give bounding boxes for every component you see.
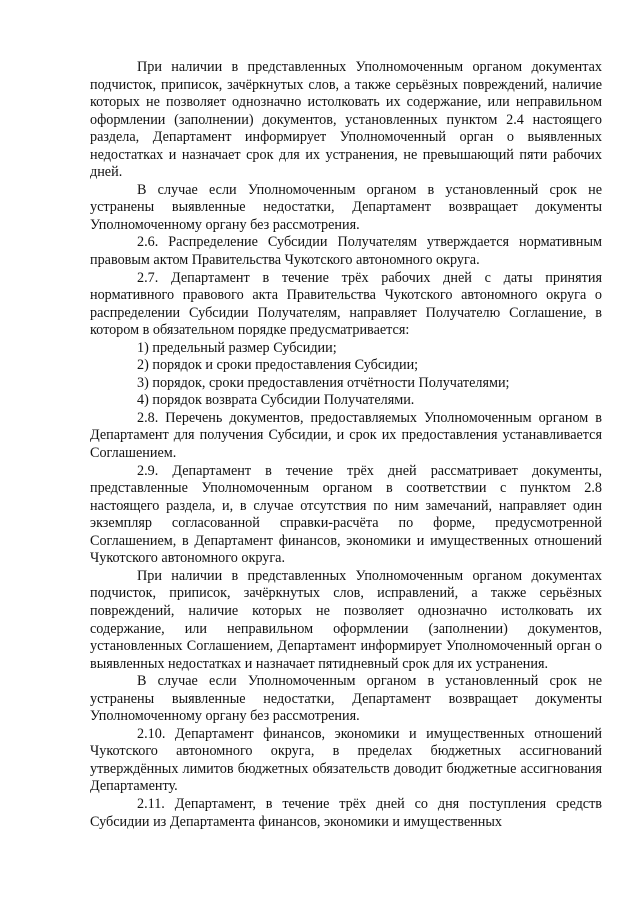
paragraph-return-documents-2: В случае если Уполномоченным органом в установленный срок не устранены выявленные недостатки, Департамент возвращает документы Уполномоченному органу без рассмотрения. <box>90 673 602 725</box>
list-item-4: 4) порядок возврата Субсидии Получателями. <box>137 392 415 409</box>
list-item-1: 1) предельный размер Субсидии; <box>137 339 337 356</box>
paragraph-deficiencies-notice-2: При наличии в представленных Уполномоченным органом документах подчисток, приписок, зачёркнутых слов, исправлений, а также серьёзных повреждений, наличие которых не позволяет однозначно истолковать их содержание, или неправильном оформлении (заполнении) документов, установленных Соглашением, Департамент информирует Уполномоченный орган о выявленных недостатках и назначает пятидневный срок для их устранения. <box>90 567 602 672</box>
paragraph-return-documents: В случае если Уполномоченным органом в установленный срок не устранены выявленные недостатки, Департамент возвращает документы Уполномоченному органу без рассмотрения. <box>90 181 602 233</box>
paragraph-2-10: 2.10. Департамент финансов, экономики и имущественных отношений Чукотского автономного округа, в пределах бюджетных ассигнований утверждённых лимитов бюджетных обязательств доводит бюджетные ассигнования Департаменту. <box>90 725 602 795</box>
paragraph-2-9: 2.9. Департамент в течение трёх дней рассматривает документы, представленные Уполномоченным органом в соответствии с пунктом 2.8 настоящего раздела, и, в случае отсутствия по ним замечаний, направляет один экземпляр согласованной справки-расчёта по форме, предусмотренной Соглашением, в Департамент финансов, экономики и имущественных отношений Чукотского автономного округа. <box>90 462 602 567</box>
paragraph-2-7: 2.7. Департамент в течение трёх рабочих дней с даты принятия нормативного правового акта Правительства Чукотского автономного округа о распределении Субсидии Получателям, направляет Получателю Соглашение, в котором в обязательном порядке предусматривается: <box>90 269 602 339</box>
list-item-2: 2) порядок и сроки предоставления Субсидии; <box>137 357 419 374</box>
paragraph-2-8: 2.8. Перечень документов, предоставляемых Уполномоченным органом в Департамент для получения Субсидии, и срок их предоставления устанавливается Соглашением. <box>90 409 602 462</box>
paragraph-deficiencies-notice: При наличии в представленных Уполномоченным органом документах подчисток, приписок, зачёркнутых слов, а также серьёзных повреждений, наличие которых не позволяет однозначно истолковать их содержание, или неправильном оформлении (заполнении) документов, установленных пунктом 2.4 настоящего раздела, Департамент информирует Уполномоченный орган о выявленных недостатках и назначает срок для их устранения, не превышающий пяти рабочих дней. <box>90 59 602 181</box>
document-body <box>90 59 602 831</box>
list-item-3: 3) порядок, сроки предоставления отчётности Получателями; <box>137 374 510 391</box>
paragraph-2-6: 2.6. Распределение Субсидии Получателям утверждается нормативным правовым актом Правительства Чукотского автономного округа. <box>90 234 602 269</box>
paragraph-2-11: 2.11. Департамент, в течение трёх дней со дня поступления средств Субсидии из Департамента финансов, экономики и имущественных <box>90 795 602 830</box>
